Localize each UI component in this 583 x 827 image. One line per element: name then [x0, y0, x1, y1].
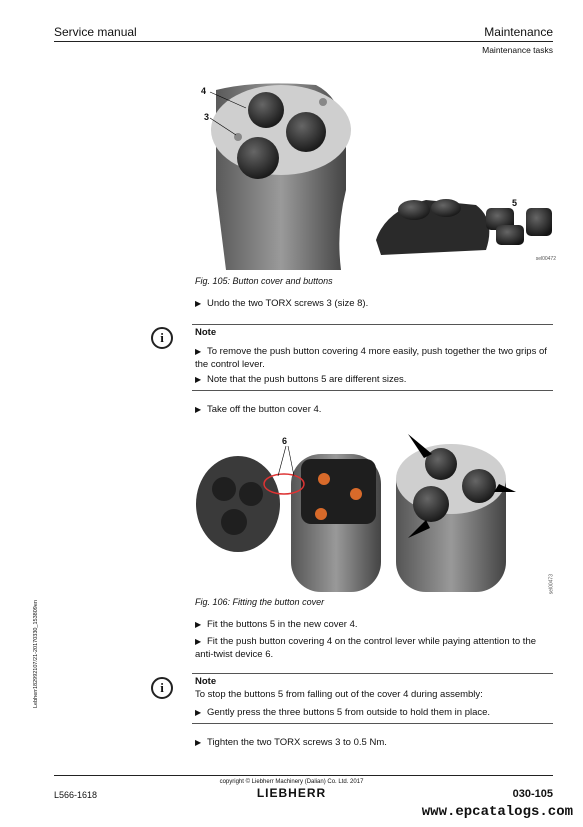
info-icon: i: [151, 677, 173, 699]
figure-code: sel00473: [548, 574, 554, 595]
header-title: Service manual: [54, 25, 137, 39]
note-rule: [192, 723, 553, 724]
header-subsection: Maintenance tasks: [482, 45, 553, 55]
bullet-arrow-icon: ▶: [195, 299, 202, 308]
header-section: Maintenance: [484, 25, 553, 39]
step-text: Undo the two TORX screws 3 (size 8).: [207, 298, 369, 309]
callout-6: 6: [282, 436, 288, 446]
figure-105-image: [196, 80, 558, 270]
bullet-arrow-icon: ▶: [195, 637, 202, 646]
note-item: ▶ Note that the push buttons 5 are different sizes.: [195, 374, 407, 385]
watermark: www.epcatalogs.com: [421, 804, 573, 820]
note-title: Note: [195, 676, 217, 687]
callout-4: 4: [201, 86, 207, 96]
info-icon: i: [151, 327, 173, 349]
note-title: Note: [195, 327, 217, 338]
instruction-step: ▶ Fit the push button covering 4 on the control lever while paying attention to the anti-twist device 6.: [195, 636, 537, 660]
footer-copyright: copyright © Liebherr Machinery (Dalian) Co. Ltd. 2017: [219, 779, 364, 785]
note-item: ▶ Gently press the three buttons 5 from outside to hold them in place.: [195, 707, 491, 718]
bullet-arrow-icon: ▶: [195, 620, 202, 629]
figure-105: [196, 80, 558, 270]
figure-106: [196, 434, 558, 595]
figure-106-image: [196, 434, 558, 595]
instruction-step: ▶ Fit the buttons 5 in the new cover 4.: [195, 619, 358, 630]
instruction-step: ▶ Take off the button cover 4.: [195, 404, 322, 415]
callout-3: 3: [204, 112, 210, 122]
figure-caption: Fig. 105: Button cover and buttons: [195, 276, 333, 286]
footer-rule: [54, 775, 553, 776]
instruction-step: [195, 297, 555, 310]
figure-caption: Fig. 106: Fitting the button cover: [195, 597, 325, 607]
callout-5: 5: [512, 198, 518, 208]
header-rule: [54, 41, 553, 42]
note-intro: To stop the buttons 5 from falling out of the cover 4 during assembly:: [195, 689, 483, 700]
page-number: 030-105: [512, 788, 553, 800]
note-rule: [192, 673, 553, 674]
bullet-arrow-icon: ▶: [195, 405, 202, 414]
side-document-id: Lebherr182992107/21-20170330_153809en: [33, 600, 39, 708]
footer-model: L566-1618: [54, 790, 98, 800]
note-rule: [192, 390, 553, 391]
figure-code: sel00472: [535, 256, 556, 262]
liebherr-logo: LIEBHERR: [256, 786, 327, 800]
bullet-arrow-icon: ▶: [195, 708, 202, 717]
bullet-arrow-icon: ▶: [195, 375, 202, 384]
bullet-arrow-icon: ▶: [195, 738, 202, 747]
note-item: ▶ To remove the push button covering 4 more easily, push together the two grips of the control lever.: [195, 346, 547, 370]
instruction-step: ▶ Tighten the two TORX screws 3 to 0.5 Nm.: [195, 737, 387, 748]
bullet-arrow-icon: ▶: [195, 347, 202, 356]
note-rule: [192, 324, 553, 325]
